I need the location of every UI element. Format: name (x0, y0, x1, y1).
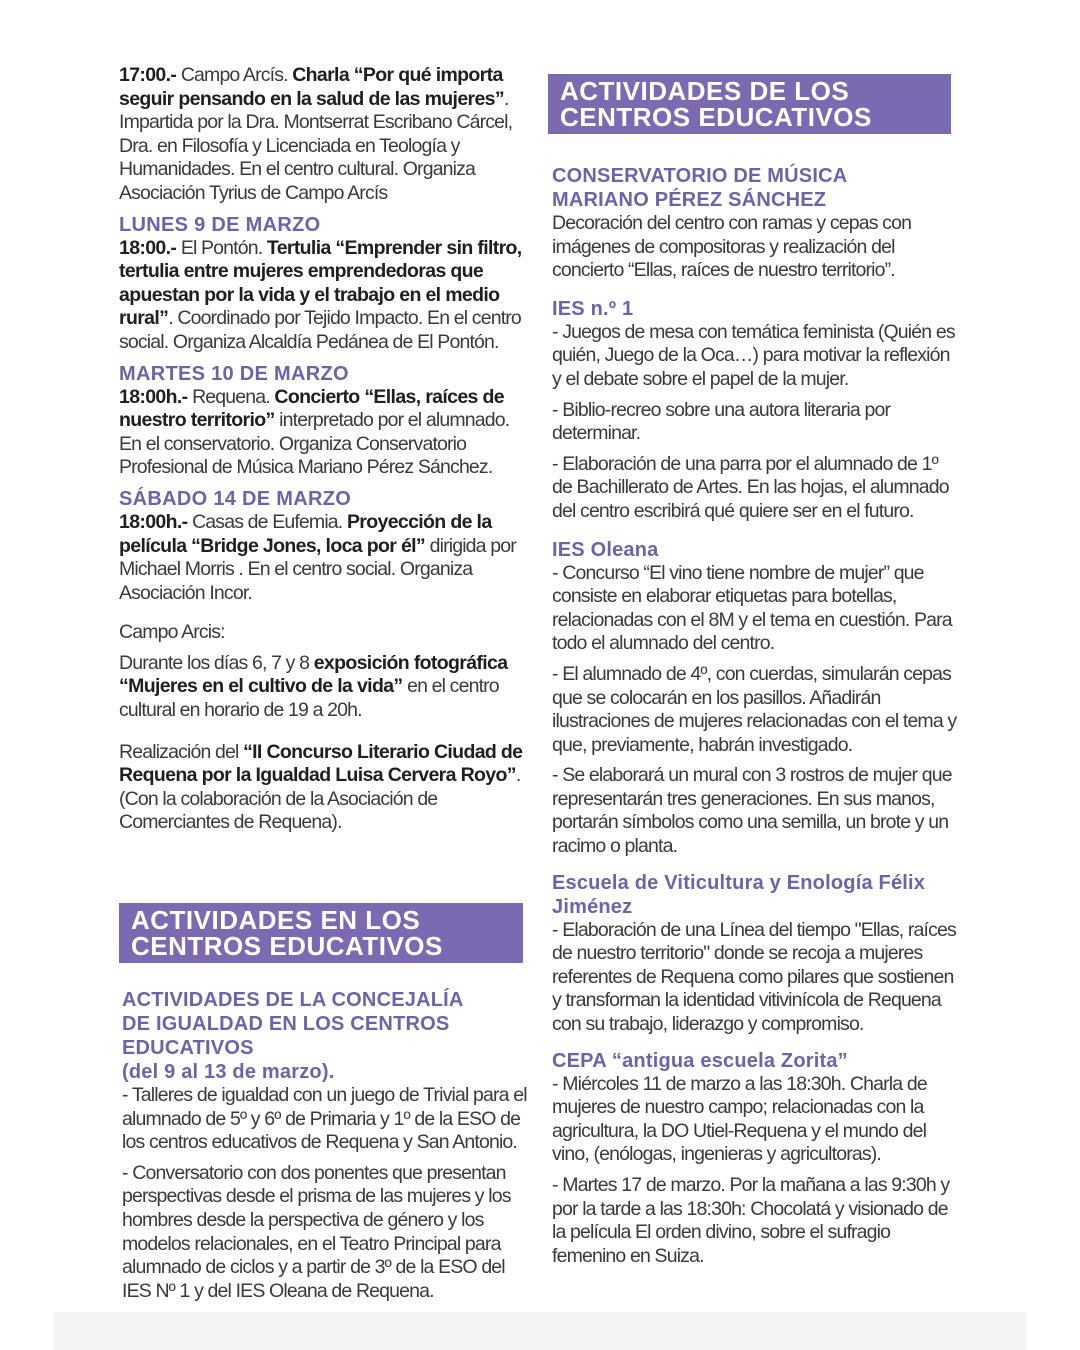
heading-line: (del 9 al 13 de marzo). (122, 1061, 335, 1083)
event-place: Campo Arcís. (176, 64, 293, 86)
list-item: - Talleres de igualdad con un juego de Trivial para el alumnado de 5º y 6º de Primaria y 1º de la ESO de los centros educativos de Requena y San Antonio. (122, 1084, 527, 1154)
list-item: - Miércoles 11 de marzo a las 18:30h. Charla de mujeres de nuestro campo; relacionadas con la agricultura, la DO Utiel-Requena y el mundo del vino, (enólogas, ingenieras y agricultoras). (552, 1072, 927, 1166)
day-heading: MARTES 10 DE MARZO (119, 362, 349, 385)
event-place: Casas de Eufemia. (187, 510, 347, 533)
list-item: Decoración del centro con ramas y cepas con imágenes de compositoras y realización del concierto “Ellas, raíces de nuestro territorio”. (552, 212, 912, 282)
event-title: Proyección de la película “Bridge Jones, loca por él” (119, 510, 492, 557)
day-heading: LUNES 9 DE MARZO (119, 213, 321, 236)
school-section (552, 871, 958, 1037)
school-heading: Escuela de Viticultura y Enología Félix Jiménez (552, 871, 926, 918)
banner-line: ACTIVIDADES DE LOS (560, 76, 850, 106)
event-time: 18:00h.- (119, 510, 188, 533)
concejalia-heading (122, 988, 527, 1084)
school-heading: IES n.º 1 (552, 297, 634, 320)
contest-intro: Realización del (119, 740, 244, 763)
school-heading: CONSERVATORIO DE MÚSICA MARIANO PÉREZ SÁNCHEZ (552, 165, 847, 211)
intro-event (119, 64, 527, 206)
exposition-details: en el centro cultural en horario de 19 a 20h. (119, 675, 499, 722)
school-section (552, 297, 958, 524)
day-event (119, 386, 527, 480)
list-item: - Concurso “El vino tiene nombre de mujer” que consiste en elaborar etiquetas para botellas, relacionadas con el 8M y el tema en cuestión. Para todo el alumnado del centro. (552, 561, 952, 655)
list-item: - Se elaborará un mural con 3 rostros de mujer que representarán tres generaciones. En sus manos, portarán símbolos como una semilla, un brote y un racimo o planta. (552, 764, 952, 858)
day-event (119, 511, 527, 605)
event-title: Tertulia “Emprender sin filtro, tertulia entre mujeres emprendedoras que apuestan por la vida y el trabajo en el medio rural” (119, 236, 522, 330)
contest-title: “II Concurso Literario Ciudad de Requena por la Igualdad Luisa Cervera Royo” (119, 740, 523, 787)
day-event (119, 237, 527, 355)
heading-line: DE IGUALDAD EN LOS CENTROS (122, 1013, 450, 1035)
banner-line: ACTIVIDADES EN LOS (131, 905, 421, 935)
event-place: Requena. (187, 385, 275, 408)
section-banner (119, 903, 523, 963)
exposition-text (119, 652, 527, 723)
event-time: 18:00h.- (119, 385, 188, 408)
school-section (552, 538, 958, 859)
banner-line: CENTROS EDUCATIVOS (131, 931, 443, 961)
event-title: Concierto “Ellas, raíces de nuestro territorio” (119, 385, 504, 432)
literary-contest-text (119, 741, 527, 835)
event-place: El Pontón. (176, 236, 267, 259)
contest-details: . (Con la colaboración de la Asociación de Comerciantes de Requena). (119, 764, 521, 834)
list-item: - El alumnado de 4º, con cuerdas, simularán cepas que se colocarán en los pasillos. Añadirán ilustraciones de mujeres relacionadas con el tema y que, previamente, habrán investigado. (552, 662, 957, 756)
event-time: 18:00.- (119, 236, 177, 259)
event-title: Charla “Por qué importa seguir pensando en la salud de las mujeres” (119, 64, 504, 110)
right-column (552, 164, 958, 1275)
heading-line: EDUCATIVOS (122, 1037, 254, 1059)
event-details: . Impartida por la Dra. Montserrat Escribano Cárcel, Dra. en Filosofía y Licenciada en Teología y Humanidades. En el centro cultural. Organiza Asociación Tyrius de Campo Arcís (119, 87, 513, 204)
left-column (119, 64, 527, 835)
exposition-title: exposición fotográfica “Mujeres en el cultivo de la vida” (119, 651, 508, 698)
campo-arcis-label: Campo Arcis: (119, 621, 225, 644)
exposition-dates: Durante los días 6, 7 y 8 (119, 651, 314, 674)
list-item: - Elaboración de una Línea del tiempo "Ellas, raíces de nuestro territorio" donde se recoja a mujeres referentes de Requena como pilares que sostienen y transforman la identidad vitivinícola de Requena con su trabajo, liderazgo y compromiso. (552, 918, 956, 1036)
banner-line: CENTROS EDUCATIVOS (560, 102, 872, 132)
event-details: . Coordinado por Tejido Impacto. En el centro social. Organiza Alcaldía Pedánea de El Pontón. (119, 307, 521, 353)
event-details: dirigida por Michael Morris . En el centro social. Organiza Asociación Incor. (119, 534, 516, 604)
list-item: - Conversatorio con dos ponentes que presentan perspectivas desde el prisma de las mujeres y los hombres desde la perspectiva de género y los modelos relacionales, en el Teatro Principal para alumnado de ciclos y a partir de 3º de la ESO del IES Nº 1 y del IES Oleana de Requena. (122, 1161, 511, 1302)
section-banner (548, 74, 951, 134)
list-item: - Elaboración de una parra por el alumnado de 1º de Bachillerato de Artes. En las hojas, el alumnado del centro escribirá qué quiere ser en el futuro. (552, 452, 949, 522)
school-section (552, 164, 958, 283)
event-time: 17:00.- (119, 64, 177, 86)
heading-line: ACTIVIDADES DE LA CONCEJALÍA (122, 989, 464, 1011)
list-item: - Biblio-recreo sobre una autora literaria por determinar. (552, 398, 891, 445)
event-details: interpretado por el alumnado. En el conservatorio. Organiza Conservatorio Profesional de Música Mariano Pérez Sánchez. (119, 409, 510, 479)
list-item: - Juegos de mesa con temática feminista (Quién es quién, Juego de la Oca…) para motivar la reflexión y el debate sobre el papel de la mujer. (552, 320, 955, 390)
concejalia-section (122, 988, 527, 1310)
list-item: - Martes 17 de marzo. Por la mañana a las 9:30h y por la tarde a las 18:30h: Chocolatá y visionado de la película El orden divino, sobre el sufragio femenino en Suiza. (552, 1174, 950, 1267)
page-bottom-strip (54, 1312, 1026, 1350)
school-section (552, 1049, 958, 1269)
school-heading: CEPA “antigua escuela Zorita” (552, 1049, 848, 1072)
school-heading: IES Oleana (552, 538, 659, 561)
day-heading: SÁBADO 14 DE MARZO (119, 487, 352, 510)
